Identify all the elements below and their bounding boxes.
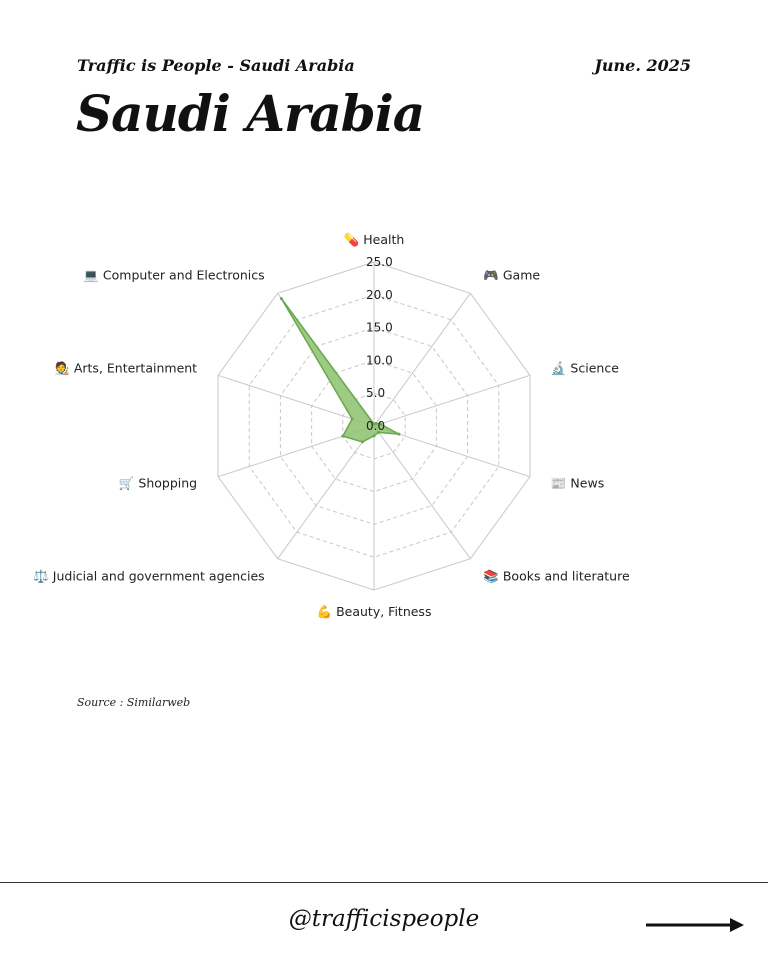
category-label: 🧑‍🎨 Arts, Entertainment [54, 360, 198, 376]
radial-tick-label: 10.0 [366, 353, 393, 368]
data-point [280, 297, 283, 300]
category-label: 🔬 Science [550, 360, 619, 376]
category-label: 💪 Beauty, Fitness [316, 604, 432, 619]
category-label: 🛒 Shopping [118, 475, 198, 491]
radial-tick-label: 15.0 [366, 320, 393, 335]
footer-divider [0, 882, 768, 883]
category-label: 💻 Computer and Electronics [83, 267, 265, 283]
page-title: Saudi Arabia [76, 84, 425, 143]
radial-tick-label: 25.0 [366, 255, 393, 269]
header-date: June. 2025 [594, 56, 691, 75]
data-point [361, 440, 364, 443]
radial-tick-label: 20.0 [366, 287, 393, 302]
data-point [373, 434, 376, 437]
category-label: 🎮 Game [483, 267, 541, 283]
grid-spoke [374, 375, 530, 426]
category-label: 💊 Health [343, 232, 405, 247]
social-handle[interactable]: @trafficispeople [288, 906, 480, 932]
category-label: 📚 Books and literature [483, 568, 630, 584]
data-point [341, 435, 344, 438]
category-label: ⚖️ Judicial and government agencies [33, 568, 265, 584]
source-note: Source : Similarweb [77, 696, 191, 709]
header-subtitle: Traffic is People - Saudi Arabia [77, 56, 355, 75]
grid-spoke [278, 426, 374, 559]
radial-tick-label: 0.0 [366, 419, 386, 433]
radial-tick-label: 5.0 [366, 386, 386, 401]
data-point [397, 433, 400, 436]
category-label: 📰 News [550, 475, 605, 491]
data-point [351, 417, 354, 420]
arrow-right-icon[interactable] [646, 916, 746, 934]
grid-spoke [374, 426, 470, 559]
